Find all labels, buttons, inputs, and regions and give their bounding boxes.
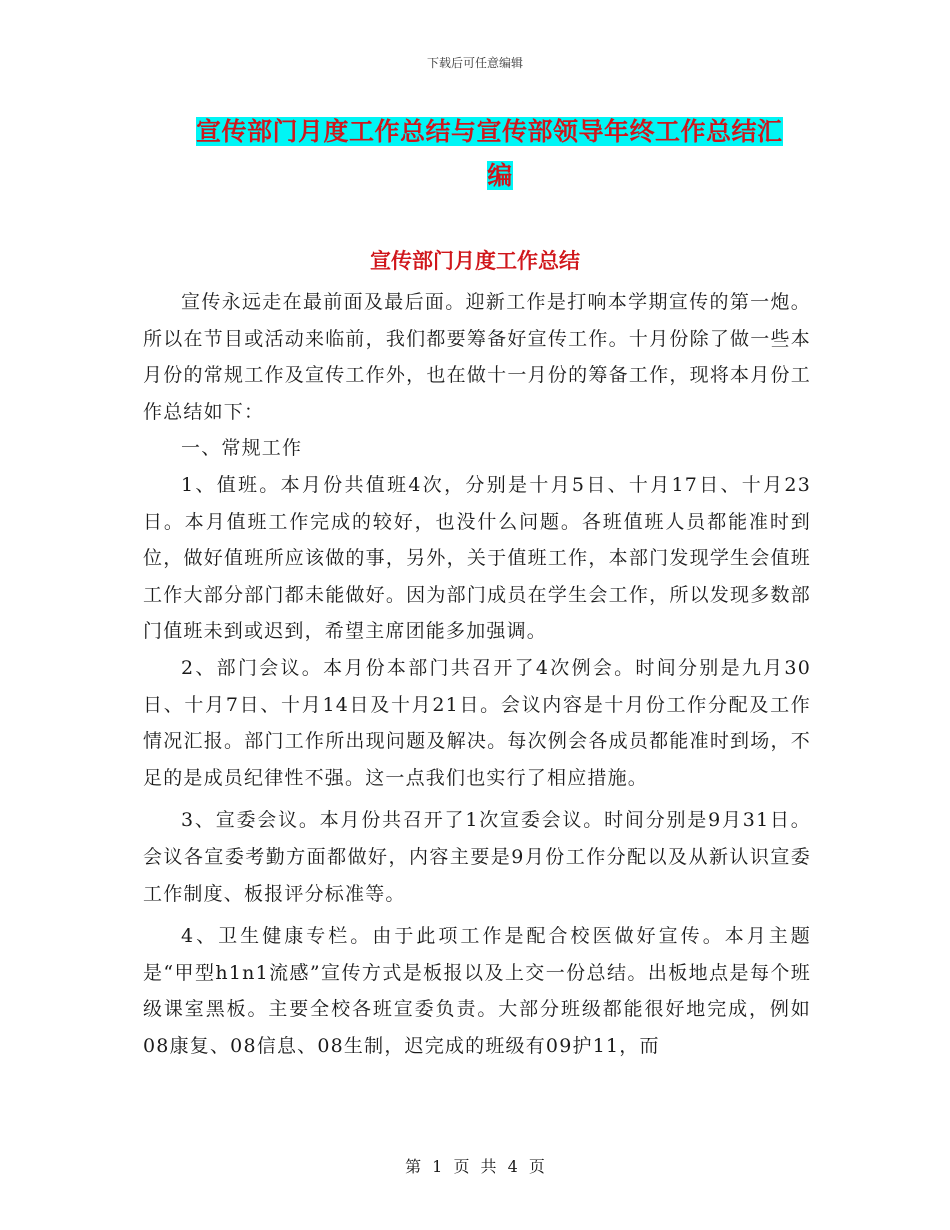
paragraph-department-meeting: 2、部门会议。本月份本部门共召开了4次例会。时间分别是九月30日、十月7日、十月14日及十月21日。会议内容是十月份工作分配及工作情况汇报。部门工作所出现问题及解决。每次例会各成员都能准时到场，不足的是成员纪律性不强。这一点我们也实行了相应措施。 [143, 656, 811, 789]
title-highlight: 宣传部门月度工作总结与宣传部领导年终工作总结汇 [196, 117, 783, 146]
paragraph-intro: 宣传永远走在最前面及最后面。迎新工作是打响本学期宣传的第一炮。所以在节目或活动来临前，我们都要筹备好宣传工作。十月份除了做一些本月份的常规工作及宣传工作外，也在做十一月份的筹备工作，现将本月份工作总结如下： [143, 291, 811, 423]
section-title: 宣传部门月度工作总结 [370, 248, 580, 273]
document-title-line-1 [190, 110, 810, 154]
paragraph-heading: 一、常规工作 [181, 437, 303, 460]
paragraph-duty: 1、值班。本月份共值班4次，分别是十月5日、十月17日、十月23日。本月值班工作完成的较好，也没什么问题。各班值班人员都能准时到位，做好值班所应该做的事，另外，关于值班工作，本部门发现学生会值班工作大部分部门都未能做好。因为部门成员在学生会工作，所以发现多数部门值班未到或迟到，希望主席团能多加强调。 [143, 473, 811, 643]
document-title-line-2 [190, 154, 810, 198]
title-highlight: 编 [487, 161, 513, 190]
page-footer: 第 1 页 共 4 页 [405, 1157, 545, 1176]
paragraph-committee-meeting: 3、宣委会议。本月份共召开了1次宣委会议。时间分别是9月31日。会议各宣委考勤方面都做好，内容主要是9月份工作分配以及从新认识宣委工作制度、板报评分标准等。 [143, 809, 811, 905]
document-body [143, 284, 811, 1064]
document-title [190, 110, 810, 198]
page-header: 下载后可任意编辑 [426, 56, 523, 70]
paragraph-health-column: 4、卫生健康专栏。由于此项工作是配合校医做好宣传。本月主题是“甲型h1n1流感”宣传方式是板报以及上交一份总结。出板地点是每个班级课室黑板。主要全校各班宣委负责。大部分班级都能很好地完成，例如08康复、08信息、08生制，迟完成的班级有09护11，而 [143, 925, 811, 1057]
